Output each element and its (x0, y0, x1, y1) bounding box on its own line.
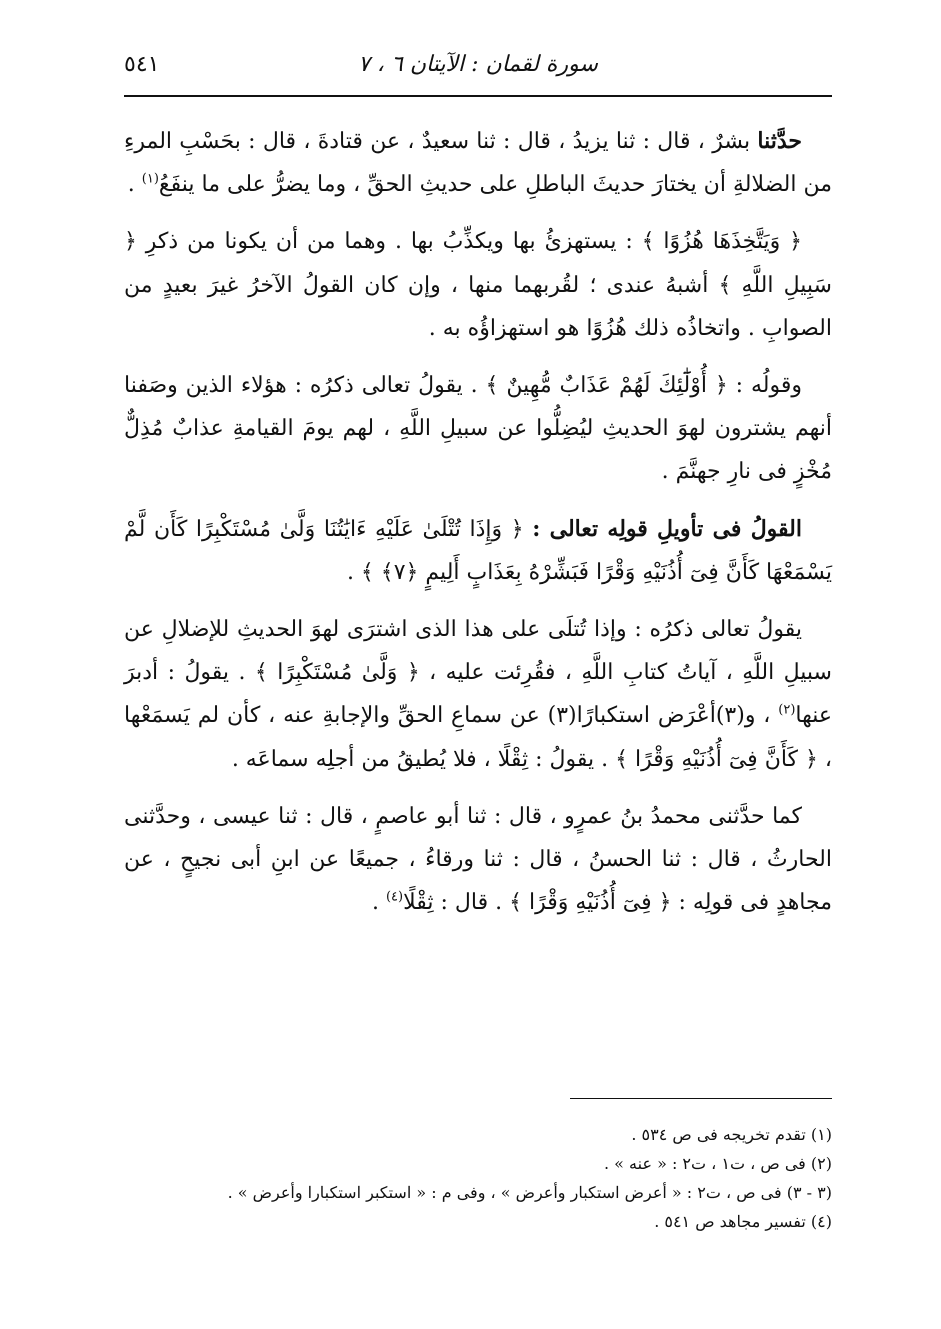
page-number: ٥٤١ (124, 52, 160, 77)
paragraph-tail: . (127, 172, 142, 198)
paragraph-lead: حدَّثنا (757, 128, 802, 154)
paragraph-text: وقولُه : ﴿ أُوْلَٰٓئِكَ لَهُمْ عَذَابٌ مُّهِينٌ ﴾ . يقولُ تعالى ذكرُه : هؤلاء الذين وصَفنا أنهم يشترون لهوَ الحديثِ ليُضِلُّوا عن سبيلِ اللَّهِ ، لهم يومَ القيامةِ عذابٌ مُذِلٌّ مُخْزٍ فى نارِ جهنَّمَ . (124, 373, 832, 485)
paragraph (124, 508, 832, 594)
running-title: سورة لقمان : الآيتان ٦ ، ٧ (358, 52, 598, 77)
paragraph-tail: . (371, 890, 386, 916)
paragraph (124, 220, 832, 350)
paragraph-text: يقولُ تعالى ذكرُه : وإذا تُتلَى على هذا الذى اشترَى لهوَ الحديثِ للإضلالِ عن سبيلِ اللَّهِ ، آياتُ كتابِ اللَّهِ ، فقُرِئت عليه ، ﴿ وَلَّىٰ مُسْتَكْبِرًا ﴾ . يقولُ : أدبرَ عنها (124, 617, 832, 729)
paragraph-text: بشرٌ ، قال : ثنا يزيدُ ، قال : ثنا سعيدٌ ، عن قتادةَ ، قال : بحَسْبِ المرءِ من الضلالةِ أن يختارَ حديثَ الباطلِ على حديثِ الحقِّ ، وما يضرُّ على ما ينفَعُ (124, 129, 832, 198)
footnote: (١) تقدم تخريجه فى ص ٥٣٤ . (631, 1125, 832, 1144)
footnote: (٢) فى ص ، ت١ ، ت٢ : « عنه » . (603, 1154, 832, 1173)
header-rule (124, 95, 832, 97)
footnote-ref: (١) (141, 171, 159, 187)
paragraph (124, 795, 832, 925)
footnote-ref: (٤) (385, 889, 404, 905)
paragraph-text: ﴿ وَيَتَّخِذَهَا هُزُوًا ﴾ : يستهزئُ بها ويكذِّبُ بها . وهما من أن يكونا من ذكرِ ﴿ سَبِيلِ اللَّهِ ﴾ أشبهُ عندى ؛ لقُربهما منها ، وإن كان القولُ الآخرُ غيرَ بعيدٍ من الصوابِ . واتخاذُه ذلك هُزُوًا هو استهزاؤُه به . (124, 229, 832, 341)
paragraph (124, 608, 832, 781)
footnote: (٣ - ٣) فى ص ، ت٢ : « أعرض استكبار وأعرض » ، وفى م : « استكبر استكبارا وأعرض » . (227, 1183, 832, 1202)
paragraph (124, 120, 832, 206)
paragraph-text: ﴿ وَإِذَا تُتْلَىٰ عَلَيْهِ ءَايَٰتُنَا وَلَّىٰ مُسْتَكْبِرًا كَأَن لَّمْ يَسْمَعْهَا كَأَنَّ فِىٓ أُذُنَيْهِ وَقْرًا فَبَشِّرْهُ بِعَذَابٍ أَلِيمٍ ﴿٧﴾ ﴾ . (124, 516, 832, 585)
footnote-ref: (٢) (778, 703, 796, 719)
paragraph-text: كما حدَّثنى محمدُ بنُ عمرٍو ، قال : ثنا أبو عاصمٍ ، قال : ثنا عيسى ، وحدَّثنى الحارثُ ، قال : ثنا الحسنُ ، قال : ثنا ورقاءُ ، جميعًا عن ابنِ أبى نجيحٍ ، عن مجاهدٍ فى قولِه : ﴿ فِىٓ أُذُنَيْهِ وَقْرًا ﴾ . قال : ثِقْلًا (124, 803, 832, 916)
page-header (124, 46, 832, 94)
footnotes (124, 1120, 832, 1236)
paragraph (124, 364, 832, 494)
footnote: (٤) تفسير مجاهد ص ٥٤١ . (654, 1212, 832, 1231)
paragraph-lead: القولُ فى تأويلِ قولِه تعالى : (532, 515, 802, 542)
paragraph-tail: ، و(٣)أعْرَض استكبارًا(٣) عن سماعِ الحقِّ والإجابةِ عنه ، كأن لم يَسمَعْها ، ﴿ كَأَنَّ فِىٓ أُذُنَيْهِ وَقْرًا ﴾ . يقولُ : ثِقْلًا ، فلا يُطيقُ من أجلِه سماعَه . (124, 703, 832, 772)
main-text (124, 120, 832, 938)
footnote-rule (570, 1098, 832, 1099)
